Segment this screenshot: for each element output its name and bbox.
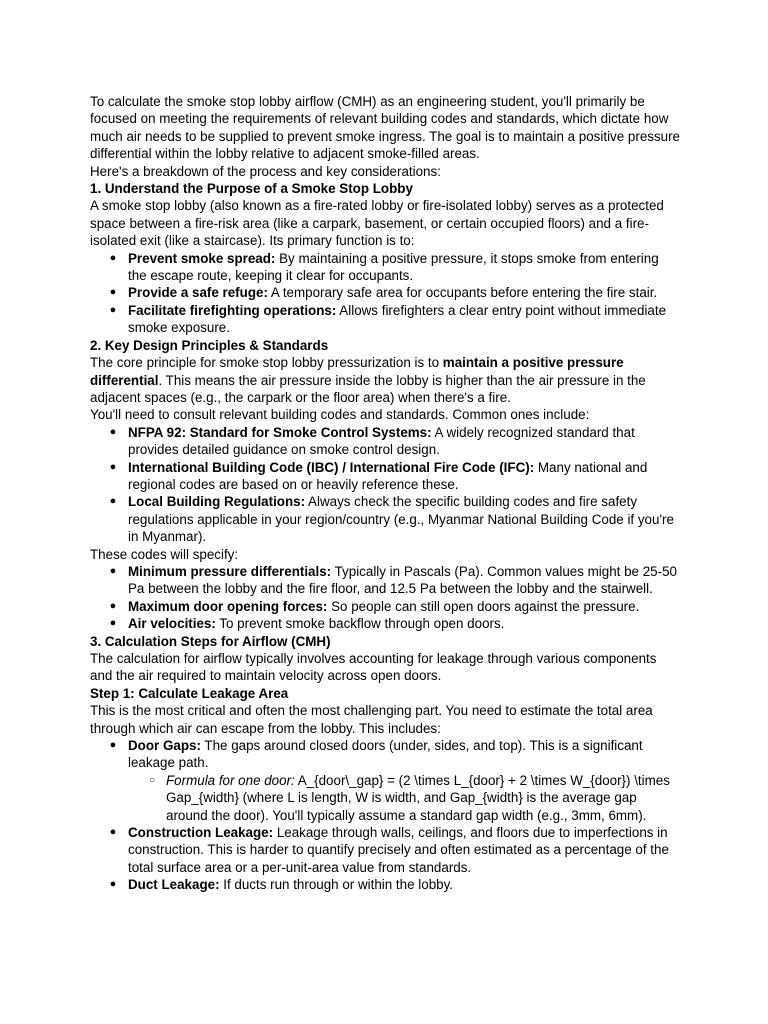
item-text: The gaps around closed doors (under, sides, and top). This is a significant leakage path.: [128, 738, 643, 771]
item-term: Local Building Regulations:: [128, 494, 306, 510]
list-item: [109, 876, 680, 893]
bullet-icon: ●: [109, 425, 117, 438]
section-3-heading: 3. Calculation Steps for Airflow (CMH): [90, 633, 331, 649]
item-term: Provide a safe refuge:: [128, 285, 268, 301]
list-item: [109, 302, 680, 337]
section-3-text: The calculation for airflow typically involves accounting for leakage through various components and the air required to maintain velocity across open doors.: [90, 651, 657, 684]
step-1-text: This is the most critical and often the most challenging part. You need to estimate the total area through which air can escape from the lobby. This includes:: [90, 703, 653, 736]
leakage-list: [90, 737, 680, 894]
bullet-icon: ●: [109, 564, 117, 577]
item-text: By maintaining a positive pressure, it stops smoke from entering the escape route, keeping it clear for occupants.: [128, 250, 659, 284]
item-term: Maximum door opening forces:: [128, 598, 328, 614]
item-text: A temporary safe area for occupants before entering the fire stair.: [267, 285, 658, 301]
intro-breakdown: Here's a breakdown of the process and key considerations:: [90, 163, 441, 179]
formula-label: Formula for one door:: [166, 772, 295, 788]
list-item: [109, 824, 680, 876]
item-term: Minimum pressure differentials:: [128, 563, 332, 579]
bullet-icon: ●: [109, 303, 117, 316]
principle-pre: The core principle for smoke stop lobby pressurization is to: [90, 355, 443, 371]
bullet-icon: ●: [109, 460, 117, 473]
list-item: [109, 493, 680, 545]
bullet-icon: ●: [109, 286, 117, 299]
standards-list: [90, 424, 680, 546]
list-item: [109, 250, 680, 285]
item-text: To prevent smoke backflow through open doors.: [215, 616, 505, 632]
item-text: So people can still open doors against the pressure.: [327, 598, 640, 614]
sub-list-item: [148, 772, 680, 824]
specifications-list: [90, 563, 680, 633]
section-1-list: [90, 250, 680, 337]
item-term: NFPA 92: Standard for Smoke Control Systems:: [128, 424, 432, 440]
bullet-icon: ●: [109, 739, 117, 752]
step-1-heading: Step 1: Calculate Leakage Area: [90, 685, 289, 701]
item-text: Allows firefighters a clear entry point without immediate smoke exposure.: [128, 302, 667, 336]
principle-bold: maintain a positive pressure differential: [90, 355, 624, 388]
item-text: Always check the specific building codes and fire safety regulations applicable in your region/country (e.g., Myanmar National Building Code if you're in Myanmar).: [128, 494, 674, 545]
item-term: Duct Leakage:: [128, 877, 220, 893]
section-1-heading: 1. Understand the Purpose of a Smoke Stop Lobby: [90, 181, 413, 197]
section-2-heading: 2. Key Design Principles & Standards: [90, 337, 329, 353]
bullet-icon: ●: [109, 495, 117, 508]
formula-text: A_{door\_gap} = (2 \times L_{door} + 2 \times W_{door}) \times Gap_{width} (where L is length, W is width, and Gap_{width} is the average gap around the door). You'll typically assume a standard gap width (e.g., 3mm, 6mm).: [166, 772, 670, 823]
hollow-bullet-icon: ○: [148, 774, 156, 786]
item-term: Door Gaps:: [128, 738, 201, 754]
list-item: [109, 737, 680, 824]
list-item: [109, 563, 680, 598]
list-item: [109, 284, 680, 301]
section-2-specify: These codes will specify:: [90, 546, 239, 562]
door-gap-sublist: [128, 772, 680, 824]
item-text: If ducts run through or within the lobby.: [219, 877, 454, 893]
bullet-icon: ●: [109, 878, 117, 891]
item-term: Construction Leakage:: [128, 825, 274, 841]
item-text: Many national and regional codes are based on or heavily reference these.: [128, 459, 648, 492]
section-1-text: A smoke stop lobby (also known as a fire-rated lobby or fire-isolated lobby) serves as a protected space between a fire-risk area (like a carpark, basement, or certain occupied floors) and a fire-isolated exit (like a staircase). Its primary function is to:: [90, 198, 664, 249]
section-2-consult: You'll need to consult relevant building codes and standards. Common ones include:: [90, 407, 590, 423]
item-term: Facilitate firefighting operations:: [128, 302, 337, 318]
item-text: Typically in Pascals (Pa). Common values might be 25-50 Pa between the lobby and the fire floor, and 12.5 Pa between the lobby and the stairwell.: [128, 563, 677, 597]
list-item: [109, 615, 680, 632]
principle-post: . This means the air pressure inside the lobby is higher than the air pressure in the adjacent spaces (e.g., the carpark or the floor area) when there's a fire.: [90, 372, 646, 405]
item-term: Air velocities:: [128, 616, 216, 632]
bullet-icon: ●: [109, 251, 117, 264]
item-term: Prevent smoke spread:: [128, 250, 276, 266]
section-2-principle: [90, 354, 680, 406]
list-item: [109, 459, 680, 494]
bullet-icon: ●: [109, 826, 117, 839]
item-text: Leakage through walls, ceilings, and floors due to imperfections in construction. This is harder to quantify precisely and often estimated as a percentage of the total surface area or a per-unit-area value from standards.: [128, 825, 669, 875]
item-text: A widely recognized standard that provides detailed guidance on smoke control design.: [128, 424, 635, 458]
item-term: International Building Code (IBC) / International Fire Code (IFC):: [128, 459, 535, 475]
bullet-icon: ●: [109, 599, 117, 612]
list-item: [109, 598, 680, 615]
list-item: [109, 424, 680, 459]
intro-paragraph: To calculate the smoke stop lobby airflow (CMH) as an engineering student, you'll primarily be focused on meeting the requirements of relevant building codes and standards, which dictate how much air needs to be supplied to prevent smoke ingress. The goal is to maintain a positive pressure differential within the lobby relative to adjacent smoke-filled areas.: [90, 94, 681, 162]
bullet-icon: ●: [109, 617, 117, 630]
